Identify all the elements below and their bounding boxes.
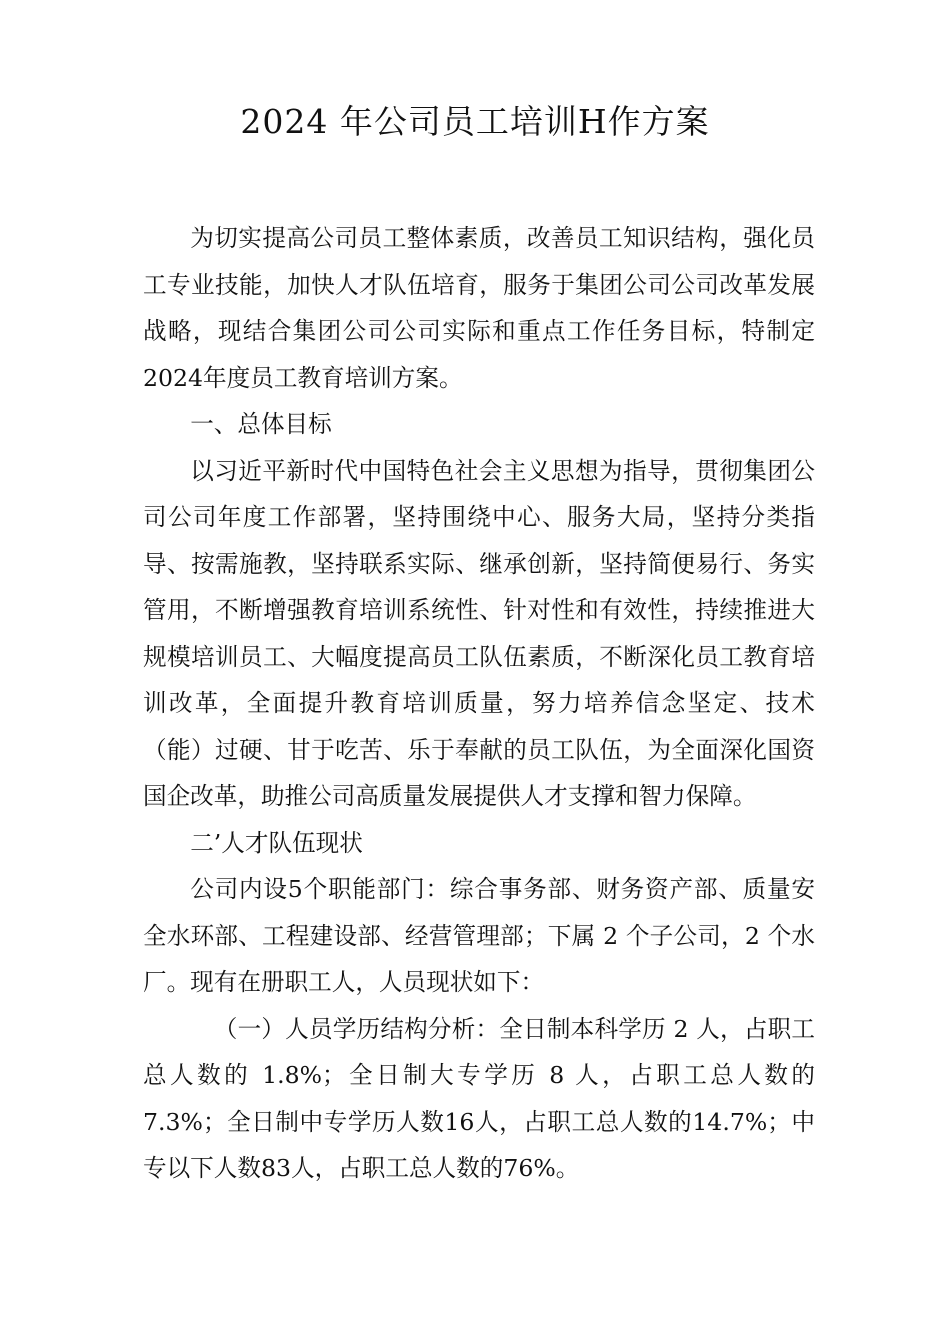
- document-body: [143, 215, 815, 1192]
- section-heading-goals: 一、总体目标: [190, 410, 332, 438]
- document-title: 2024 年公司员工培训H作方案: [240, 102, 710, 141]
- goals-paragraph: 以习近平新时代中国特色社会主义思想为指导，贯彻集团公司公司年度工作部署，坚持围绕中心、服务大局，坚持分类指导、按需施教，坚持联系实际、继承创新，坚持简便易行、务实管用，不断增强教育培训系统性、针对性和有效性，持续推进大规模培训员工、大幅度提高员工队伍素质，不断深化员工教育培训改革，全面提升教育培训质量，努力培养信念坚定、技术（能）过硬、甘于吃苦、乐于奉献的员工队伍，为全面深化国资国企改革，助推公司高质量发展提供人才支撑和智力保障。: [143, 456, 815, 810]
- status-paragraph: 公司内设5个职能部门：综合事务部、财务资产部、质量安全水环部、工程建设部、经营管理部；下属 2 个子公司，2 个水厂。现有在册职工人，人员现状如下：: [143, 875, 815, 996]
- intro-paragraph: 为切实提高公司员工整体素质，改善员工知识结构，强化员工专业技能，加快人才队伍培育，服务于集团公司公司改革发展战略，现结合集团公司公司实际和重点工作任务目标，特制定2024年度员工教育培训方案。: [143, 224, 815, 392]
- education-analysis-paragraph: （一）人员学历结构分析：全日制本科学历 2 人，占职工总人数的 1.8%；全日制大专学历 8 人，占职工总人数的 7.3%；全日制中专学历人数16人，占职工总人数的14.7%；中专以下人数83人，占职工总人数的76%。: [143, 1014, 815, 1182]
- section-heading-status: 二’人才队伍现状: [190, 828, 363, 857]
